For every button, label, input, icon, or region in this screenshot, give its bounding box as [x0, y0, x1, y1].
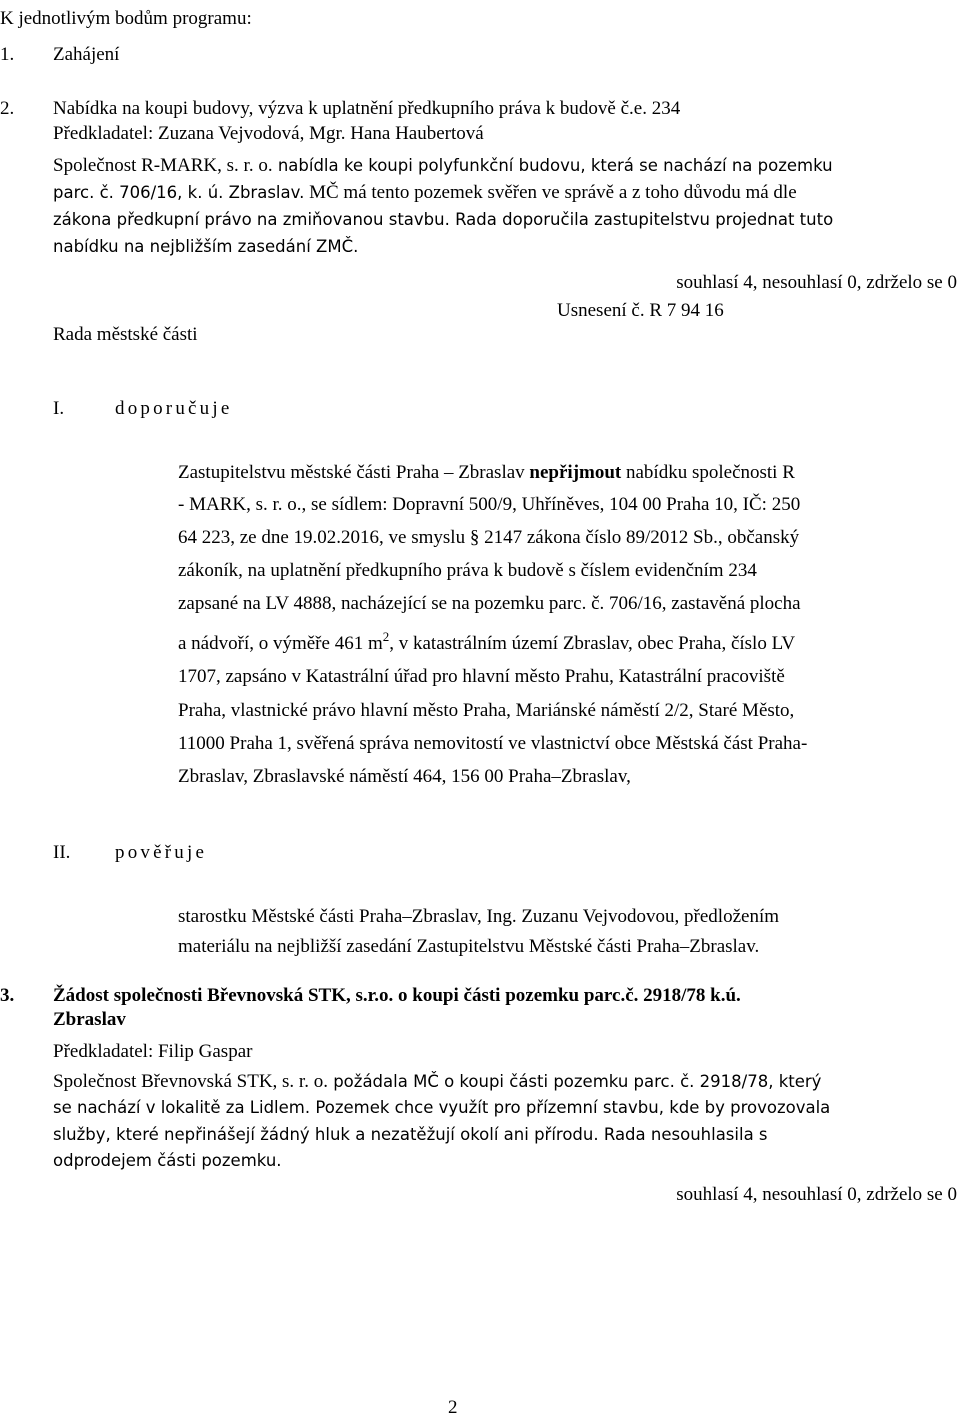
section-1-line [178, 461, 795, 485]
resolution-number: Usnesení č. R 7 94 16 [557, 300, 724, 321]
text-fragment: 64 223, ze dne 19.02.2016, ve smyslu [178, 527, 470, 548]
item-3-presenter: Předkladatel: Filip Gaspar [53, 1041, 253, 1062]
item-3-number: 3. [0, 985, 15, 1006]
company-name: Společnost Břevnovská STK, s. r. o. [53, 1071, 328, 1092]
paragraph-sign: § [469, 527, 480, 548]
section-1-line: zákoník, na uplatnění předkupního práva k budově s číslem evidenčním 234 [178, 560, 757, 581]
text-fragment: a nádvoří, o výměře 461 m [178, 633, 383, 654]
item-2-text-line [53, 154, 833, 178]
item-3-text-line: služby, které nepřinášejí žádný hluk a nezatěžují okolí ani přírodu. Rada nesouhlasila s [53, 1125, 768, 1144]
decision-keyword: nepřijmout [529, 462, 622, 483]
item-3-title-cont: Zbraslav [53, 1009, 126, 1030]
item-2-text-line: nabídku na nejbližším zasedání ZMČ. [53, 237, 359, 256]
vote-result: souhlasí 4, nesouhlasí 0, zdrželo se 0 [676, 272, 957, 293]
superscript: 2 [382, 629, 390, 644]
text-fragment: Zastupitelstvu městské části Praha – Zbraslav [178, 462, 530, 483]
item-1-number: 1. [0, 44, 15, 65]
item-2-title: Nabídka na koupi budovy, výzva k uplatnění předkupního práva k budově č.e. 234 [53, 98, 681, 119]
section-1-line: Praha, vlastnické právo hlavní město Praha, Mariánské náměstí 2/2, Staré Město, [178, 700, 795, 721]
section-2-verb: pověřuje [115, 842, 208, 863]
section-1-roman: I. [53, 398, 65, 419]
item-2-text-line [53, 181, 797, 205]
item-3-title: Žádost společnosti Břevnovská STK, s.r.o. o koupi části pozemku parc.č. 2918/78 k.ú. [53, 985, 741, 1006]
section-1-line: 1707, zapsáno v Katastrální úřad pro hlavní město Prahu, Katastrální pracoviště [178, 666, 785, 687]
item-3-text-line: odprodejem části pozemku. [53, 1151, 282, 1170]
section-1-line [178, 629, 796, 656]
item-3-text-line [53, 1070, 821, 1094]
section-1-line [178, 526, 799, 550]
text-fragment: 2147 zákona číslo 89/2012 Sb., občanský [479, 527, 800, 548]
item-2-presenters: Předkladatel: Zuzana Vejvodová, Mgr. Hana Haubertová [53, 123, 484, 144]
page-heading: K jednotlivým bodům programu: [0, 8, 252, 29]
section-1-line: Zbraslav, Zbraslavské náměstí 464, 156 00 Praha–Zbraslav, [178, 766, 631, 787]
section-2-roman: II. [53, 842, 71, 863]
company-name: Společnost R-MARK, s. r. o. [53, 155, 273, 176]
text-fragment: parc. č. 706/16, k. ú. Zbraslav. [53, 183, 305, 202]
item-2-text-line: zákona předkupní právo na zmiňovanou stavbu. Rada doporučila zastupitelstvu projednat tuto [53, 210, 834, 229]
text-fragment: nabídla ke koupi polyfunkční budovu, která se nachází na pozemku [272, 156, 833, 175]
page-number: 2 [448, 1397, 458, 1418]
text-fragment: požádala MČ o koupi části pozemku parc. č. 2918/78, který [327, 1072, 822, 1091]
section-1-verb: doporučuje [115, 398, 233, 419]
section-1-line: 11000 Praha 1, svěřená správa nemovitostí ve vlastnictví obce Městská část Praha- [178, 733, 808, 754]
vote-result: souhlasí 4, nesouhlasí 0, zdrželo se 0 [676, 1184, 957, 1205]
item-2-number: 2. [0, 98, 15, 119]
text-fragment: nabídku společnosti R [621, 462, 795, 483]
section-1-line: zapsané na LV 4888, nacházející se na pozemku parc. č. 706/16, zastavěná plocha [178, 593, 801, 614]
council-label: Rada městské části [53, 324, 198, 345]
section-1-line: - MARK, s. r. o., se sídlem: Dopravní 500/9, Uhříněves, 104 00 Praha 10, IČ: 250 [178, 494, 801, 515]
item-3-text-line: se nachází v lokalitě za Lidlem. Pozemek chce využít pro přízemní stavbu, kde by provozovala [53, 1098, 831, 1117]
section-2-line: starostku Městské části Praha–Zbraslav, Ing. Zuzanu Vejvodovou, předložením [178, 906, 779, 927]
text-fragment: MČ má tento pozemek svěřen ve správě a z toho důvodu má dle [304, 182, 797, 203]
section-2-line: materiálu na nejbližší zasedání Zastupitelstvu Městské části Praha–Zbraslav. [178, 936, 760, 957]
text-fragment: , v katastrálním území Zbraslav, obec Praha, číslo LV [389, 633, 796, 654]
item-1-title: Zahájení [53, 44, 120, 65]
